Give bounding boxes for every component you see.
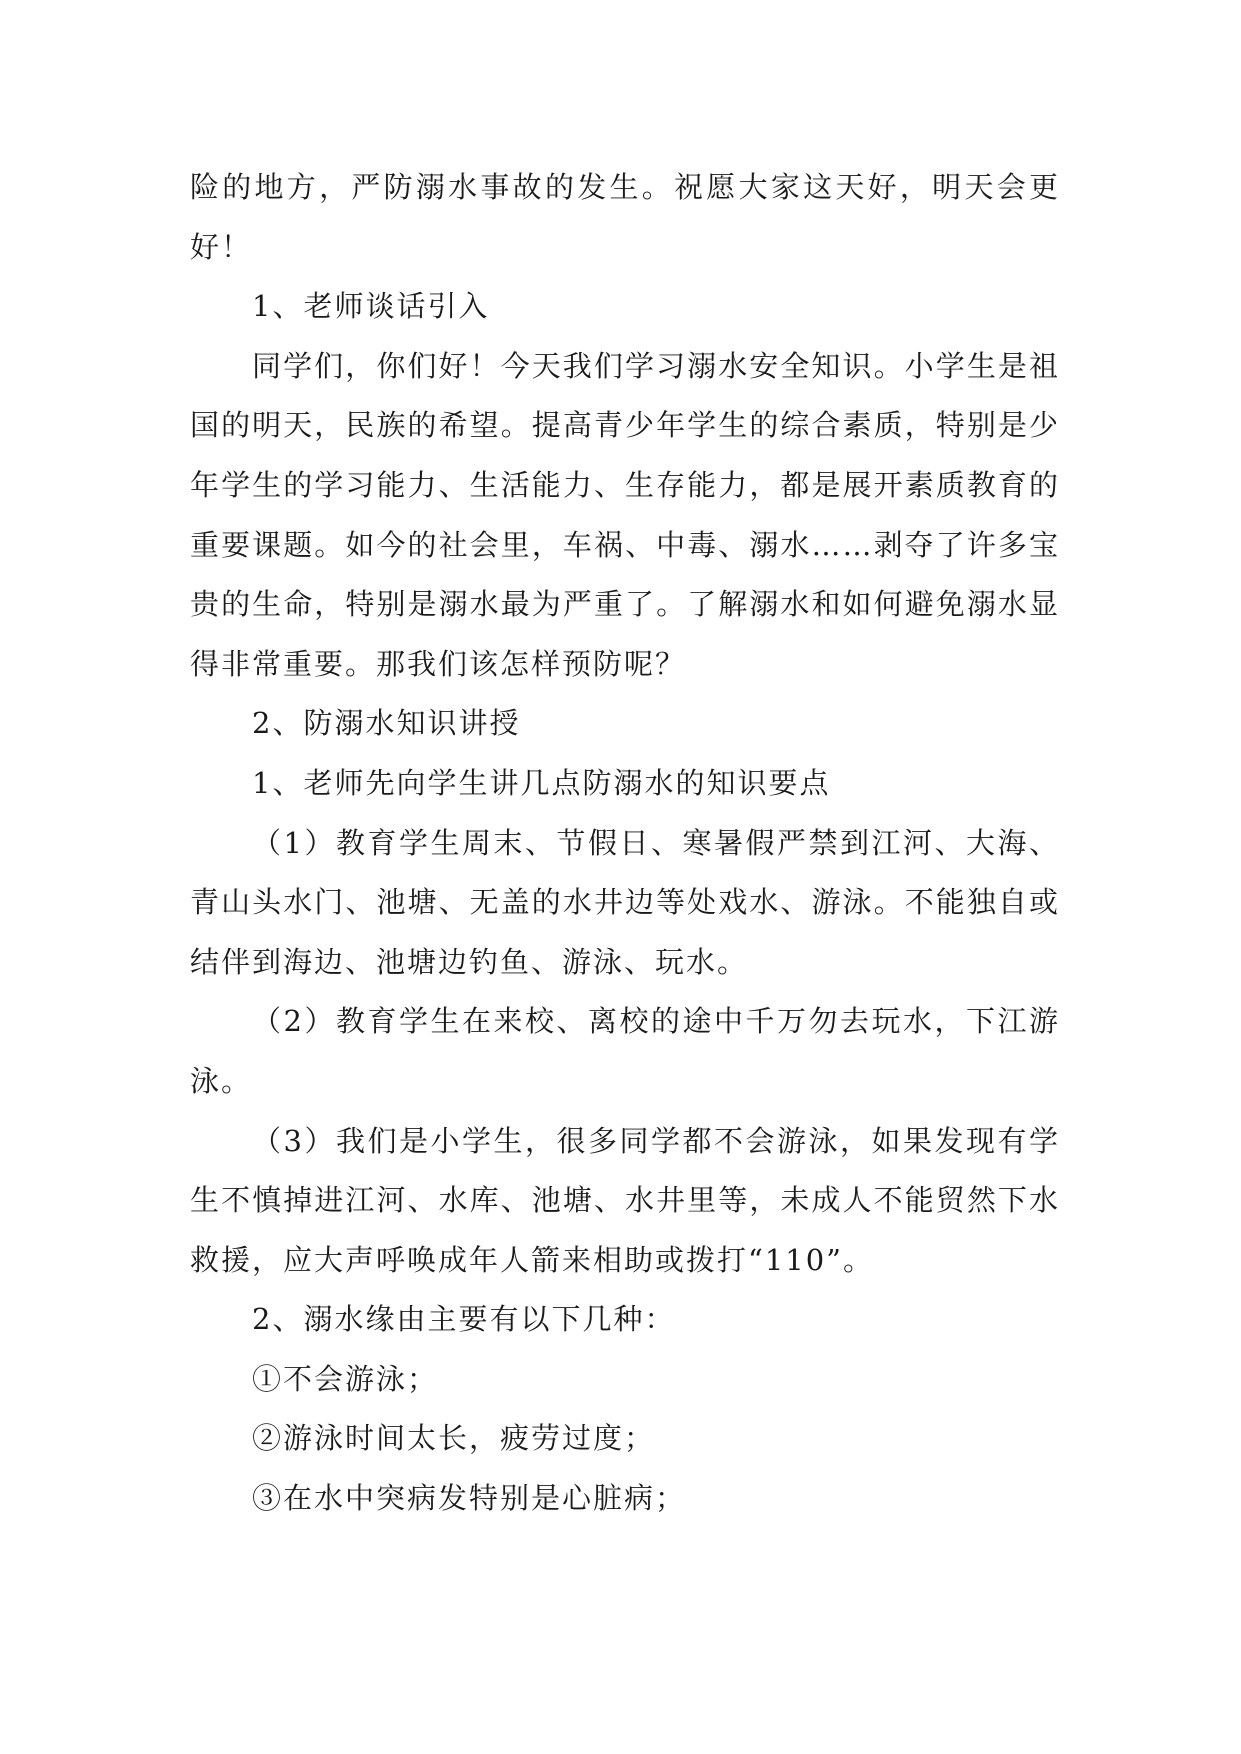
list-item-cause-2: ②游泳时间太长，疲劳过度；	[252, 1421, 656, 1456]
heading-drowning-causes: 2、溺水缘由主要有以下几种：	[252, 1302, 676, 1337]
list-item-point-3: （3）我们是小学生，很多同学都不会游泳，如果发现有学生不慎掉进江河、水库、池塘、水井里等，未成人不能贸然下水救援，应大声呼唤成年人箭来相助或拨打“110”。	[190, 1123, 1060, 1277]
paragraph-continuation: 险的地方，严防溺水事故的发生。祝愿大家这天好，明天会更好！	[190, 170, 1060, 264]
list-item-cause-1: ①不会游泳；	[252, 1361, 439, 1396]
heading-knowledge-lecture: 2、防溺水知识讲授	[252, 706, 521, 741]
list-item-cause-3: ③在水中突病发特别是心脏病；	[252, 1481, 687, 1516]
heading-teacher-intro: 1、老师谈话引入	[252, 289, 490, 324]
document-body	[190, 158, 1060, 1529]
paragraph-greeting: 同学们，你们好！今天我们学习溺水安全知识。小学生是祖国的明天，民族的希望。提高青少年学生的综合素质，特别是少年学生的学习能力、生活能力、生存能力，都是展开素质教育的重要课题。如今的社会里，车祸、中毒、溺水……剥夺了许多宝贵的生命，特别是溺水最为严重了。了解溺水和如何避免溺水显得非常重要。那我们该怎样预防呢？	[190, 348, 1060, 681]
heading-key-points: 1、老师先向学生讲几点防溺水的知识要点	[252, 765, 831, 800]
list-item-point-1: （1）教育学生周末、节假日、寒暑假严禁到江河、大海、青山头水门、池塘、无盖的水井边等处戏水、游泳。不能独自或结伴到海边、池塘边钓鱼、游泳、玩水。	[190, 825, 1060, 979]
list-item-point-2: （2）教育学生在来校、离校的途中千万勿去玩水，下江游泳。	[190, 1004, 1060, 1098]
